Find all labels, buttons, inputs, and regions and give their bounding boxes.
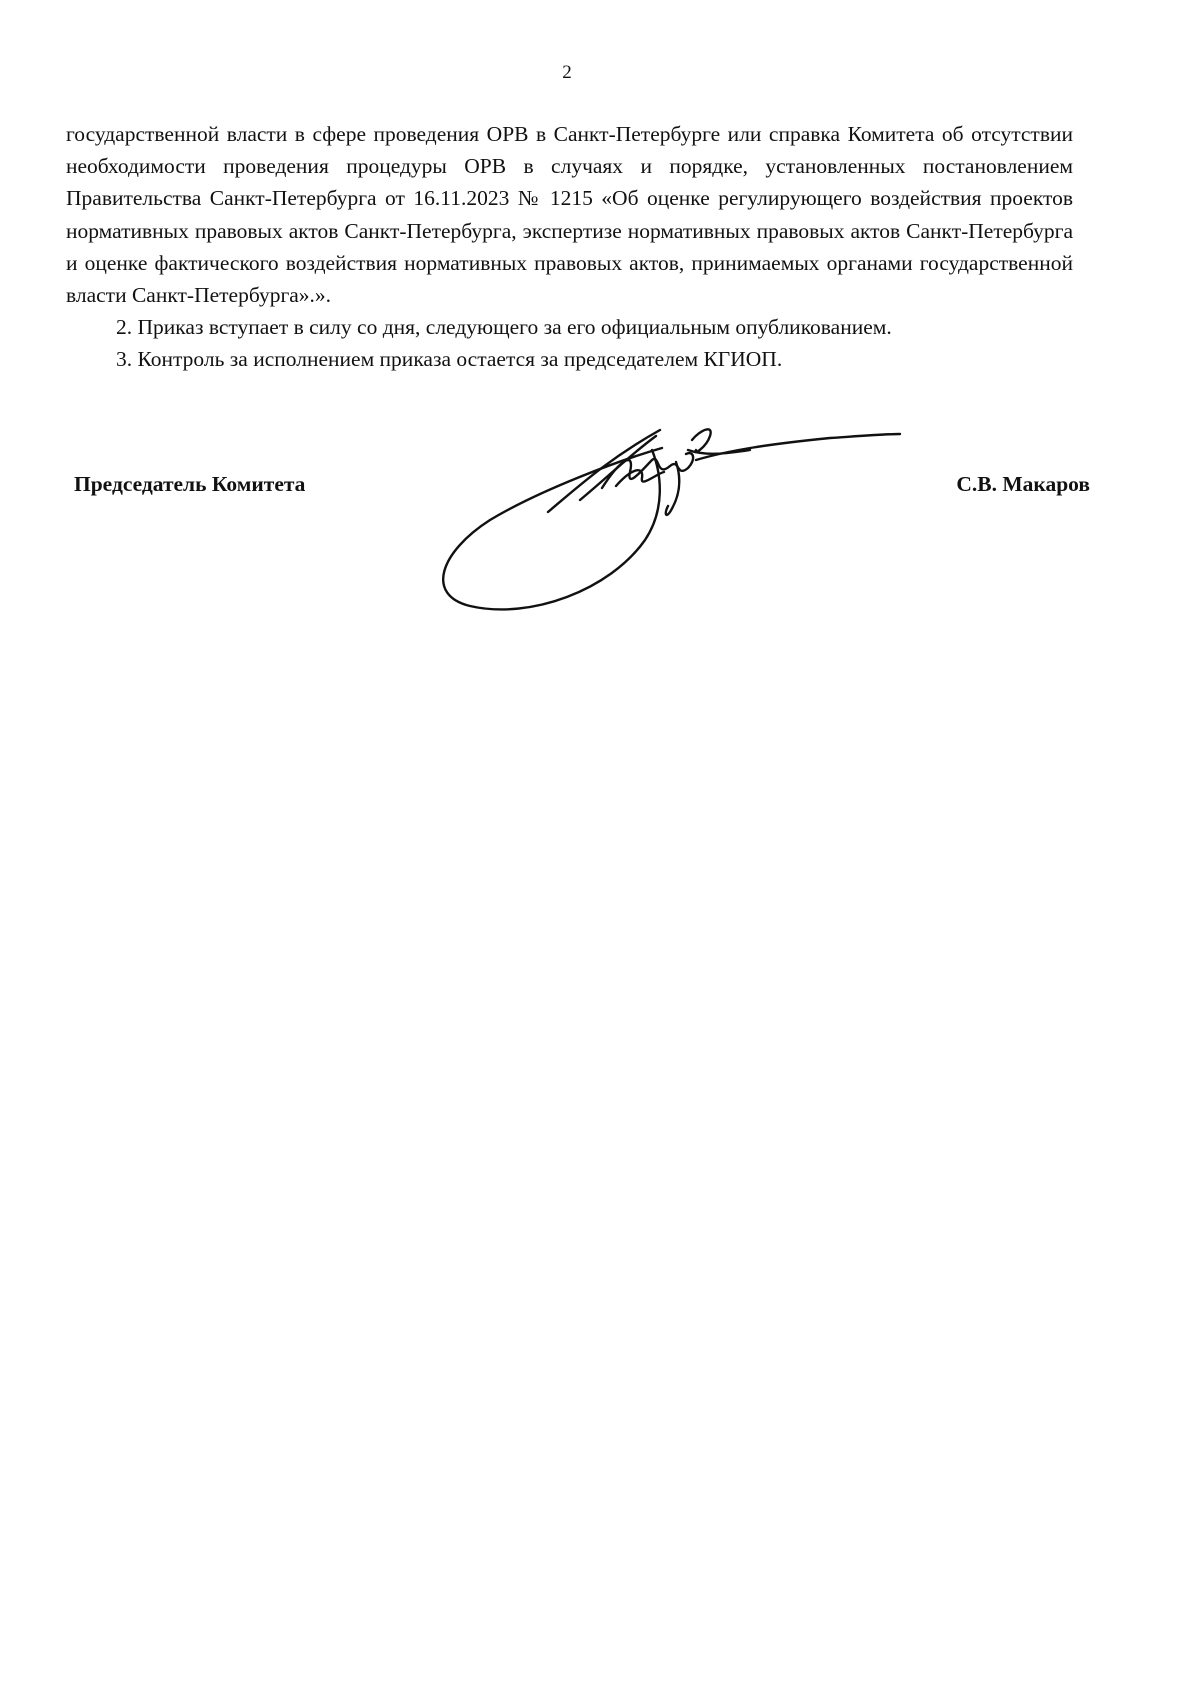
order-item-3: 3. Контроль за исполнением приказа остается за председателем КГИОП. [116,347,783,372]
page-number: 2 [562,62,572,83]
signer-title: Председатель Комитета [74,472,306,496]
continuation-paragraph: государственной власти в сфере проведения ОРВ в Санкт-Петербурге или справка Комитета об отсутствии необходимости проведения процедуры ОРВ в случаях и порядке, установленных постановлением Правительства Санкт-Петербурга от 16.11.2023 № 1215 «Об оценке регулирующего воздействия проектов нормативных правовых актов Санкт-Петербурга, экспертизе нормативных правовых актов Санкт-Петербурга и оценке фактического воздействия нормативных правовых актов, принимаемых органами государственной власти Санкт-Петербурга».». [66,122,1073,308]
document-body [66,118,1073,376]
handwritten-signature [430,420,910,620]
signer-name: С.В. Макаров [956,472,1090,496]
order-item-2: 2. Приказ вступает в силу со дня, следующего за его официальным опубликованием. [116,315,892,340]
